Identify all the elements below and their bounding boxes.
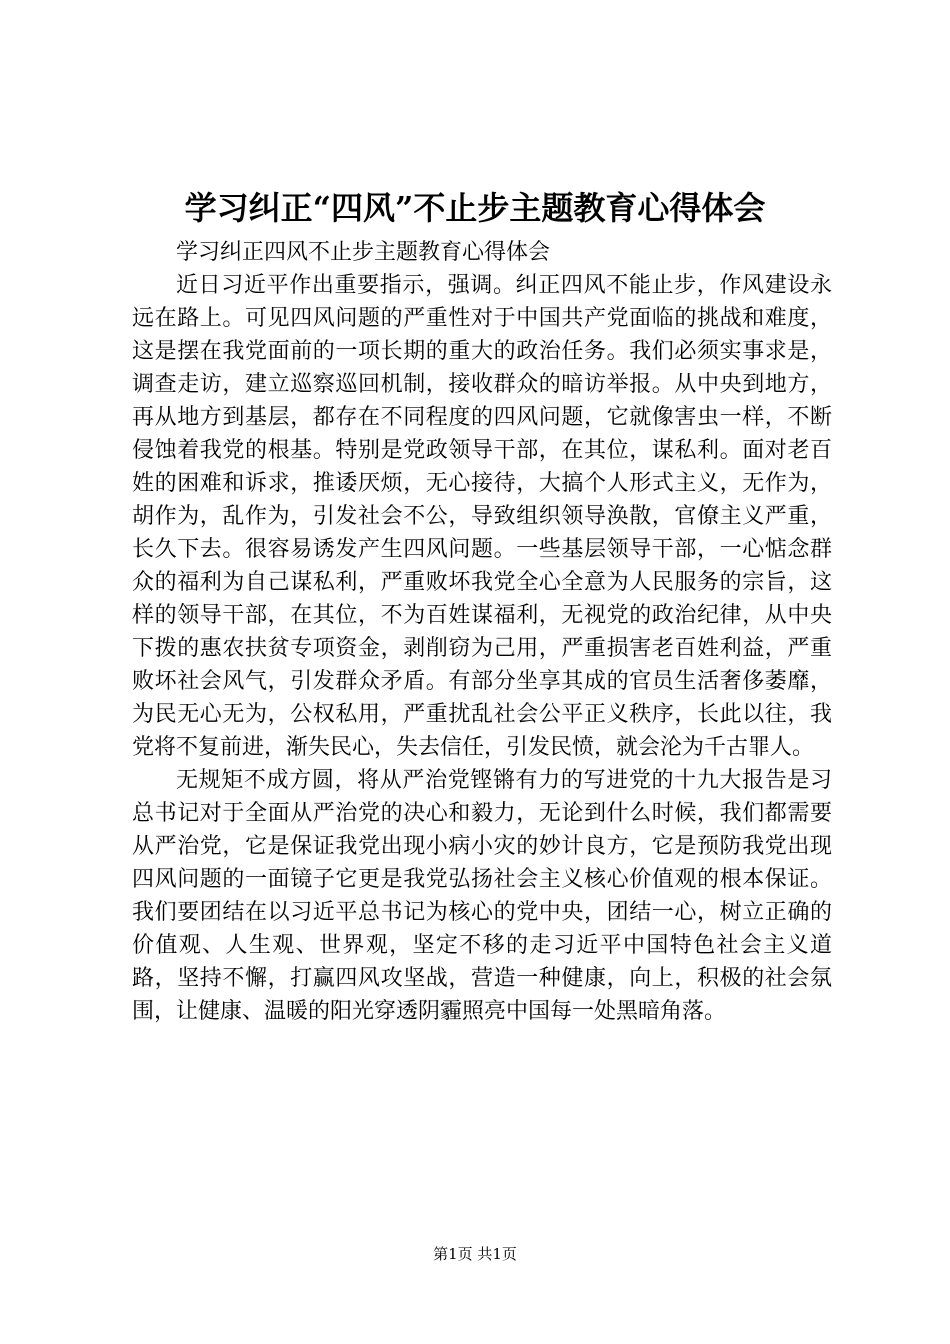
- paragraph: 近日习近平作出重要指示，强调。纠正四风不能止步，作风建设永远在路上。可见四风问题的严重性对于中国共产党面临的挑战和难度，这是摆在我党面前的一项长期的重大的政治任务。我们必须实事求是，调查走访，建立巡察巡回机制，接收群众的暗访举报。从中央到地方，再从地方到基层，都存在不同程度的四风问题，它就像害虫一样，不断侵蚀着我党的根基。特别是党政领导干部，在其位，谋私利。面对老百姓的困难和诉求，推诿厌烦，无心接待，大搞个人形式主义，无作为，胡作为，乱作为，引发社会不公，导致组织领导涣散，官僚主义严重，长久下去。很容易诱发产生四风问题。一些基层领导干部，一心惦念群众的福利为自己谋私利，严重败坏我党全心全意为人民服务的宗旨，这样的领导干部，在其位，不为百姓谋福利，无视党的政治纪律，从中央下拨的惠农扶贫专项资金，剥削窃为己用，严重损害老百姓利益，严重败坏社会风气，引发群众矛盾。有部分坐享其成的官员生活奢侈萎靡，为民无心无为，公权私用，严重扰乱社会公平正义秩序，长此以往，我党将不复前进，渐失民心，失去信任，引发民愤，就会沦为千古罪人。: [132, 273, 832, 760]
- document-subtitle: 学习纠正四风不止步主题教育心得体会: [176, 240, 551, 265]
- page-number-footer: 第1页 共1页: [433, 1245, 517, 1263]
- paragraph: 无规矩不成方圆，将从严治党铿锵有力的写进党的十九大报告是习总书记对于全面从严治党的决心和毅力，无论到什么时候，我们都需要从严治党，它是保证我党出现小病小灾的妙计良方，它是预防我党出现四风问题的一面镜子它更是我党弘扬社会主义核心价值观的根本保证。我们要团结在以习近平总书记为核心的党中央，团结一心，树立正确的价值观、人生观、世界观，坚定不移的走习近平中国特色社会主义道路，坚持不懈，打赢四风攻坚战，营造一种健康，向上，积极的社会氛围，让健康、温暖的阳光穿透阴霾照亮中国每一处黑暗角落。: [132, 768, 832, 1024]
- document-title: 学习纠正“四风”不止步主题教育心得体会: [184, 189, 766, 227]
- document-body: [132, 236, 832, 1028]
